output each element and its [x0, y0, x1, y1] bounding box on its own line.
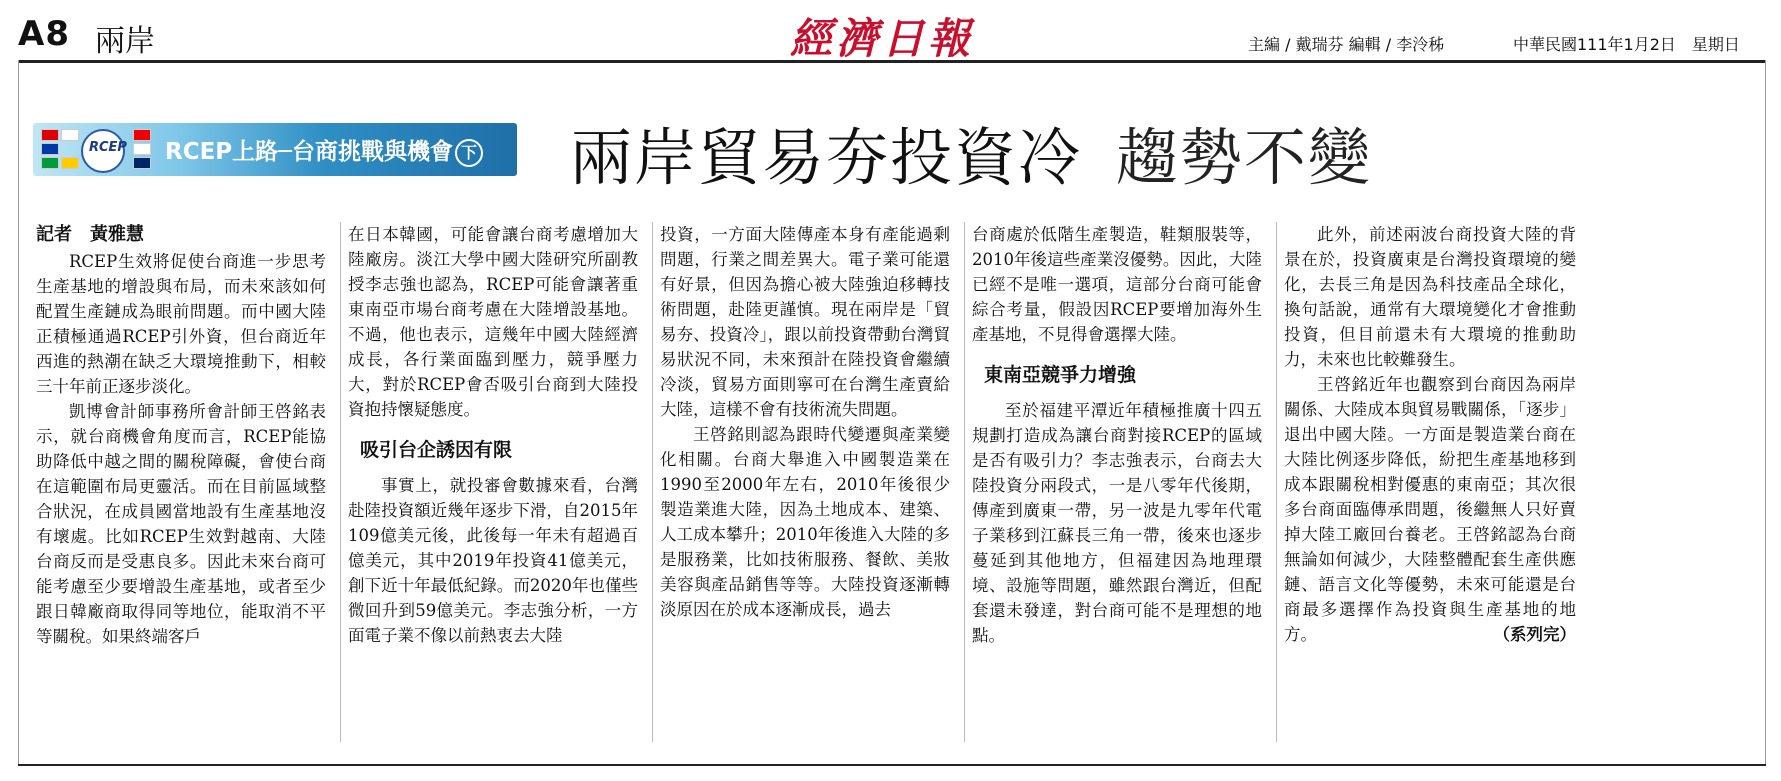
article-column-4 — [972, 222, 1262, 648]
rcep-logo-text: RCEP — [89, 140, 127, 155]
issue-date: 中華民國111年1月2日 星期日 — [1513, 35, 1740, 54]
page-header — [0, 0, 1781, 62]
paragraph: 凱博會計師事務所會計師王啓銘表示，就台商機會角度而言，RCEP能協助降低中越之間的關稅障礙，會使台商在這範圍布局更靈活。而在目前區域整合狀況，在成員國當地設有生產基地沒有壞處。比如RCEP生效對越南、大陸台商反而是受惠良多。因此未來台商可能考慮至少要增設生產基地，或者至少跟日韓廠商取得同等地位，能取消不平等關稅。如果終端客戶 — [36, 402, 326, 646]
headline-secondary: 趨勢不變 — [1116, 121, 1373, 194]
paragraph: 投資，一方面大陸傳產本身有產能過剩問題，行業之間差異大。電子業可能還有好景，但因為擔心被大陸強迫移轉技術問題，赴陸更謹慎。現在兩岸是「貿易夯、投資冷」，跟以前投資帶動台灣貿易狀況不同，未來預計在陸投資會繼續冷淡，貿易方面則寧可在台灣生產賣給大陸，這樣不會有技術流失問題。 — [660, 225, 950, 419]
column-divider — [652, 222, 653, 742]
page-frame-left — [18, 60, 19, 764]
newspaper-masthead: 經濟日報 — [790, 14, 975, 63]
paragraph: 至於福建平潭近年積極推廣十四五規劃打造成為讓台商對接RCEP的區域是否有吸引力？李志強表示，台商去大陸投資分兩段式，一是八零年代後期，傳產到廣東一帶，另一波是九零年代電子業移到江蘇長三角一帶，後來也逐步蔓延到其他地方，但福建因為地理環境、設施等問題，雖然跟台灣近，但配套還未發達，對台商可能不是理想的地點。 — [972, 401, 1262, 645]
column-divider — [340, 222, 341, 742]
series-end-mark: （系列完） — [1493, 625, 1576, 644]
column-divider — [964, 222, 965, 742]
column-divider — [1276, 222, 1277, 742]
series-title — [165, 133, 483, 167]
article-column-2 — [348, 222, 638, 648]
paragraph: 此外，前述兩波台商投資大陸的背景在於，投資廣東是台灣投資環境的變化，去長三角是因為科技產品全球化，換句話說，通常有大環境變化才會推動投資，但目前還未有大環境的推動助力，未來也比較難發生。 — [1284, 225, 1576, 369]
page-number: A8 — [18, 14, 70, 54]
page-frame-right — [1765, 60, 1766, 764]
series-part: 下 — [455, 139, 483, 167]
byline: 記者 黃雅慧 — [36, 224, 144, 245]
paragraph — [1284, 372, 1576, 647]
footer-rule — [18, 764, 1766, 766]
editor-credits: 主編 / 戴瑞芬 編輯 / 李泠秭 — [1248, 35, 1445, 54]
section-name: 兩岸 — [95, 24, 155, 59]
series-title-text: RCEP上路─台商挑戰與機會 — [165, 139, 454, 165]
paragraph: 事實上，就投審會數據來看，台灣赴陸投資額近幾年逐步下滑，自2015年109億美元後，此後每一年未有超過百億美元，其中2019年投資41億美元，創下近十年最低紀錄。而2020年也僅些微回升到59億美元。李志強分析，一方面電子業不像以前熱衷去大陸 — [348, 476, 638, 645]
headline-main: 兩岸貿易夯投資冷 — [570, 121, 1083, 194]
header-rule — [18, 60, 1766, 63]
paragraph: 王啓銘則認為跟時代變遷與產業變化相關。台商大舉進入中國製造業在1990至2000年左右，2010年後很少製造業進大陸，因為土地成本、建築、人工成本攀升；2010年後進入大陸的多是服務業，比如技術服務、餐飲、美妝美容與產品銷售等等。大陸投資逐漸轉淡原因在於成本逐漸成長，過去 — [660, 425, 950, 619]
subheading: 東南亞競爭力增強 — [984, 364, 1137, 386]
series-banner — [33, 123, 517, 176]
article-headline — [570, 108, 1372, 197]
article-column-5 — [1284, 222, 1576, 647]
article-column-1 — [36, 222, 326, 649]
paragraph: 台商處於低階生產製造，鞋類服裝等，2010年後這些產業沒優勢。因此，大陸已經不是唯一選項，這部分台商可能會綜合考量，假設因RCEP要增加海外生產基地，不見得會選擇大陸。 — [972, 225, 1262, 344]
paragraph: RCEP生效將促使台商進一步思考生產基地的增設與布局，而未來該如何配置生產鏈成為眼前問題。而中國大陸正積極通過RCEP引外資，但台商近年西進的熱潮在缺乏大環境推動下，相較三十年前正逐步淡化。 — [36, 252, 326, 396]
article-column-3 — [660, 222, 950, 622]
subheading: 吸引台企誘因有限 — [360, 439, 513, 461]
paragraph: 在日本韓國，可能會讓台商考慮增加大陸廠房。淡江大學中國大陸研究所副教授李志強也認為，RCEP可能會讓著重東南亞市場台商考慮在大陸增設基地。不過，他也表示，這幾年中國大陸經濟成長，各行業面臨到壓力，競爭壓力大，對於RCEP會否吸引台商到大陸投資抱持懷疑態度。 — [348, 225, 638, 419]
paragraph-text: 王啓銘近年也觀察到台商因為兩岸關係、大陸成本與貿易戰關係，「逐步」退出中國大陸。一方面是製造業台商在大陸比例逐步降低，紛把生產基地移到成本跟關稅相對優惠的東南亞；其次很多台商面臨傳承問題，後繼無人只好賣掉大陸工廠回台養老。王啓銘認為台商無論如何減少，大陸整體配套生產供應鏈、語言文化等優勢，未來可能還是台商最多選擇作為投資與生產基地的地方。 — [1284, 375, 1576, 644]
